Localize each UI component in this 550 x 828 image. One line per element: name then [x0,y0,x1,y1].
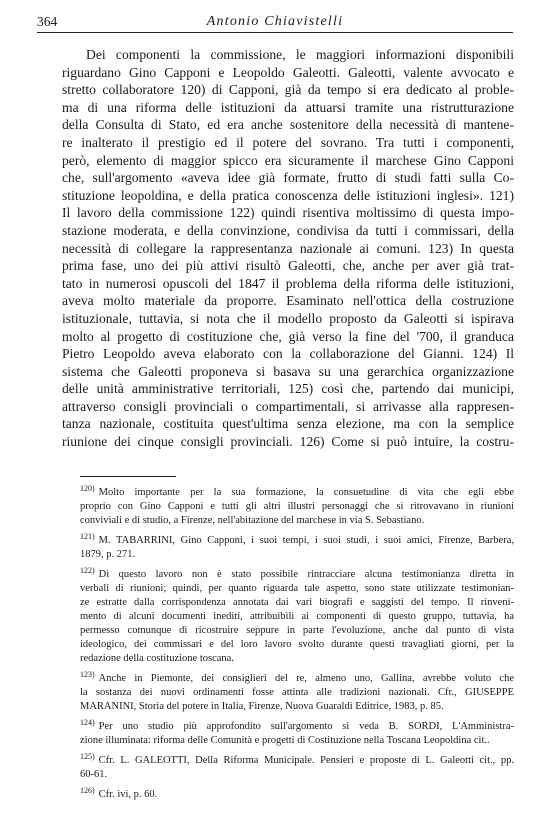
footnote [80,669,514,714]
body-line: riunione dei cinque consigli provinciali. 126) Come si può intuire, la costru- [62,434,514,450]
footnote-line [80,734,514,748]
body-line: re inalterato il prestigio ed il potere del sovrano. Tra tutti i componenti, [62,134,514,150]
footnote-text: Per uno studio più approfondito sull'argomento si veda B. SORDI, L'Amministra- [98,721,514,732]
footnote-text: MARANINI, Storia del potere in Italia, Firenze, Nuova Guaraldi Editrice, 1983, p. 85. [80,701,444,712]
footnote-line [80,531,514,548]
footnote-text: mento di alcuni documenti inediti, attribuibili ai componenti di questo gruppo, tuttavia, ha [80,611,514,622]
footnote-line [80,686,514,700]
body-line: ma di una riforma delle istituzioni da attuarsi tramite una ristrutturazione [62,99,514,115]
body-line: tanza nazionale, costituita quest'ultima senza elezione, ma con la semplice [62,416,514,432]
footnote-text: Cfr. L. GALEOTTI, Della Riforma Municipale. Pensieri e proposte di L. Galeotti cit., pp. [98,755,514,766]
page-header [37,12,513,32]
footnote-line [80,596,514,610]
footnote-separator [80,476,176,477]
body-line: stituzione leopoldina, e della pratica conoscenza delle istituzioni inglesi». 121) [62,187,514,203]
footnote-text: redazione della costituzione toscana. [80,653,234,664]
footnote [80,751,514,782]
body-line: Il lavoro della commissione 122) quindi risentiva moltissimo di questa impo- [62,205,514,221]
body-text [62,46,514,451]
footnote-line [80,548,514,562]
footnote-line [80,652,514,666]
footnote-text: verbali di riunioni; quindi, per quanto riguarda tale aspetto, sono state utilizzate testimonian- [80,583,514,594]
footnote-line [80,700,514,714]
footnote-number: 122) [80,565,95,575]
footnote-text: permesso comunque di ricostruire seppure in parte l'evoluzione, anche dal punto di vista [80,625,514,636]
body-line: della Consulta di Stato, ed era anche sostenitore della necessità di mantene- [62,117,514,133]
footnote-text: proprio con Gino Capponi e tutti gli altri illustri personaggi che si ritrovavano in riunioni [80,501,514,512]
footnote-text: Anche in Piemonte, dei consiglieri del re, almeno uno, Gallina, avrebbe voluto che [98,673,514,684]
footnote-number: 123) [80,669,95,679]
footnote-text: M. TABARRINI, Gino Capponi, i suoi tempi, i suoi studi, i suoi amici, Firenze, Barbera, [98,535,514,546]
body-line: però, elemento di maggior spicco era sicuramente il marchese Gino Capponi [62,152,514,168]
footnote-text: ideologico, dei commissari e del loro lavoro svolto durante questi travagliati giorni, per la [80,639,514,650]
footnote-number: 121) [80,531,95,541]
footnote-number: 126) [80,785,95,795]
page-number: 364 [37,14,58,29]
body-line: istituzionale, tuttavia, si nota che il modello proposto da Galeotti si ispirava [62,310,514,326]
footnote-text: Di questo lavoro non è stato possibile rintracciare alcuna testimonianza diretta in [98,569,514,580]
footnote-line [80,717,514,734]
footnote-text: zione illuminata: riforma delle Comunità e progetti di Costituzione nella Toscana Leopoldina cit.. [80,735,490,746]
footnote-text: conviviali e di studio, a Firenze, nell'abitazione del marchese in via S. Sebastiano. [80,515,425,526]
footnote-line [80,483,514,500]
body-line: Dei componenti la commissione, le maggiori informazioni disponibili [86,47,514,62]
footnote [80,565,514,666]
header-rule [37,32,513,33]
footnote-line [80,610,514,624]
footnote-line [80,514,514,528]
body-line: tato in numerosi opuscoli del 1847 il problema della riforma delle istituzioni, [62,275,514,291]
footnote [80,483,514,528]
body-line: Pietro Leopoldo aveva elaborato con la collaborazione del Gianni. 124) Il [62,346,514,362]
footnote-text: 1879, p. 271. [80,549,136,560]
body-line: molto al progetto di costituzione che, già verso la fine del '700, il granduca [62,328,514,344]
footnote-text: ze estratte dalla corrispondenza annotata dai vari biografi e saggisti del tempo. Il rinveni- [80,597,514,608]
footnote [80,717,514,748]
footnote-number: 124) [80,717,95,727]
footnote [80,531,514,562]
footnote-line [80,751,514,768]
body-line: prima fase, uno dei più attivi risultò Galeotti, che, anche per aver già trat- [62,258,514,274]
body-line: stazione moderata, e della convinzione, condivisa da tutti i commissari, della [62,222,514,238]
body-line: che, sull'argomento «aveva idee già formate, frutto di studi fatti sulla Co- [62,170,514,186]
running-head: Antonio Chiavistelli [206,14,344,29]
body-line: sistema che Galeotti proponeva si basava su una gerarchica organizzazione [62,363,514,379]
footnotes [80,483,514,808]
footnote-number: 125) [80,751,95,761]
footnote-text: Cfr. ivi, p. 60. [98,789,158,800]
footnote-line [80,768,514,782]
footnote-number: 120) [80,483,95,493]
footnote-text: Molto importante per la sua formazione, la consuetudine di vita che egli ebbe [98,487,514,498]
footnote-line [80,669,514,686]
body-line: riguardano Gino Capponi e Leopoldo Galeotti. Galeotti, valente avvocato e [62,64,514,80]
body-line: attraverso consigli provinciali o compartimentali, si arrivasse alla rappresen- [62,398,514,414]
body-line: aveva molto materiale da proporre. Esaminato nell'ottica della costruzione [62,293,514,309]
body-line: delle unità amministrative territoriali, 125) così che, partendo dai municipi, [62,381,514,397]
footnote-line [80,582,514,596]
footnote-line [80,785,514,802]
footnote-line [80,624,514,638]
footnote-line [80,500,514,514]
footnote-text: 60-61. [80,769,108,780]
footnote [80,785,514,802]
footnote-line [80,638,514,652]
footnote-line [80,565,514,582]
body-line: stretto collaboratore 120) di Capponi, già da tempo si era dedicato al proble- [62,82,514,98]
footnote-text: la sostanza dei nuovi ordinamenti fosse attinta alle tradizioni nazionali. Cfr., GIUSEPPE [80,687,514,698]
body-line: necessità di collegare la rappresentanza nazionale ai comuni. 123) In questa [62,240,514,256]
